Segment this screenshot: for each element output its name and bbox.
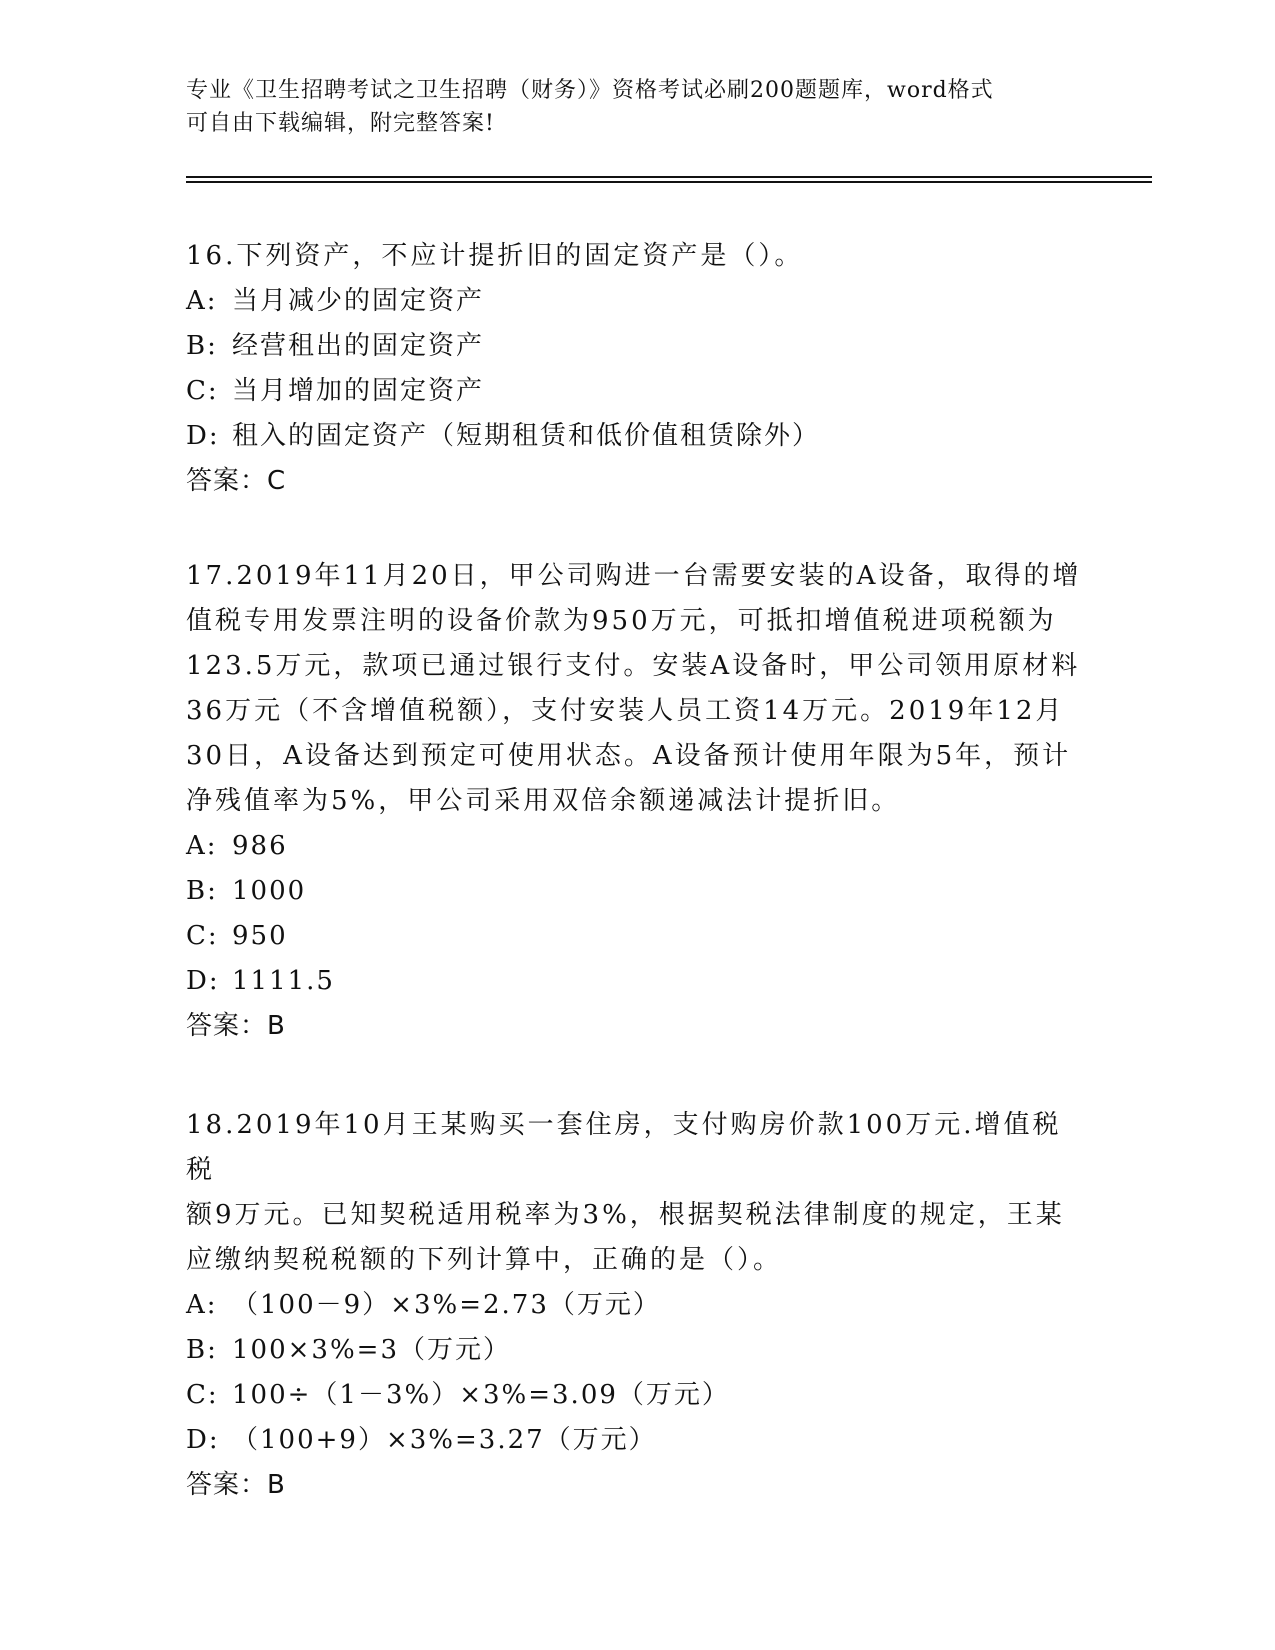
question-17 — [186, 554, 1086, 1049]
header-title-line-2: 可自由下载编辑，附完整答案! — [186, 111, 495, 136]
option-letter: C: — [186, 376, 219, 406]
option-letter: A: — [186, 1290, 218, 1320]
question-stem: 18.2019年10月王某购买一套住房，支付购房价款100万元.增值税税 额9万元。已知契税适用税率为3%，根据契税法律制度的规定，王某 应缴纳契税税额的下列计算中，正确的是（）。 — [186, 1110, 1065, 1275]
option-letter: A: — [186, 286, 218, 316]
option-text: （100－9）×3%=2.73（万元） — [232, 1290, 661, 1320]
option-text: 1111.5 — [232, 966, 335, 996]
answer-line: 答案：C — [186, 466, 287, 496]
question-stem: 16.下列资产，不应计提折旧的固定资产是（）。 — [186, 241, 804, 271]
option-c — [186, 914, 1086, 959]
header-divider-top — [186, 176, 1152, 178]
question-16 — [186, 234, 1086, 504]
option-letter: C: — [186, 921, 219, 951]
question-stem: 17.2019年11月20日，甲公司购进一台需要安装的A设备，取得的增 值税专用发票注明的设备价款为950万元，可抵扣增值税进项税额为 123.5万元，款项已通过银行支付。安装A设备时，甲公司领用原材料 36万元（不含增值税额），支付安装人员工资14万元。2019年12月 30日，A设备达到预定可使用状态。A设备预计使用年限为5年，预计 净残值率为5%，甲公司采用双倍余额递减法计提折旧。 — [186, 561, 1082, 816]
option-text: 当月减少的固定资产 — [232, 286, 485, 316]
option-text: 当月增加的固定资产 — [232, 376, 485, 406]
option-text: 1000 — [232, 876, 307, 906]
document-header — [186, 74, 1086, 140]
option-text: 986 — [232, 831, 288, 861]
option-d — [186, 1418, 1086, 1463]
option-letter: D: — [186, 966, 220, 996]
question-18 — [186, 1103, 1086, 1508]
header-divider-bottom — [186, 181, 1152, 183]
option-letter: B: — [186, 331, 218, 361]
option-text: 经营租出的固定资产 — [232, 331, 485, 361]
option-letter: C: — [186, 1380, 219, 1410]
option-letter: A: — [186, 831, 218, 861]
answer-line: 答案：B — [186, 1011, 286, 1041]
option-letter: B: — [186, 876, 218, 906]
option-d — [186, 414, 1086, 459]
option-b — [186, 1328, 1086, 1373]
option-a — [186, 824, 1086, 869]
header-title-line-1: 专业《卫生招聘考试之卫生招聘（财务）》资格考试必刷200题题库，word格式 — [186, 78, 994, 103]
option-a — [186, 279, 1086, 324]
option-text: （100+9）×3%=3.27（万元） — [232, 1425, 657, 1455]
option-letter: B: — [186, 1335, 218, 1365]
option-letter: D: — [186, 421, 220, 451]
option-b — [186, 324, 1086, 369]
option-text: 100÷（1－3%）×3%=3.09（万元） — [232, 1380, 730, 1410]
option-d — [186, 959, 1086, 1004]
option-b — [186, 869, 1086, 914]
option-text: 租入的固定资产（短期租赁和低价值租赁除外） — [232, 421, 821, 451]
answer-line: 答案：B — [186, 1470, 286, 1500]
option-letter: D: — [186, 1425, 220, 1455]
option-text: 950 — [232, 921, 288, 951]
option-c — [186, 369, 1086, 414]
option-text: 100×3%=3（万元） — [232, 1335, 511, 1365]
option-c — [186, 1373, 1086, 1418]
option-a — [186, 1283, 1086, 1328]
